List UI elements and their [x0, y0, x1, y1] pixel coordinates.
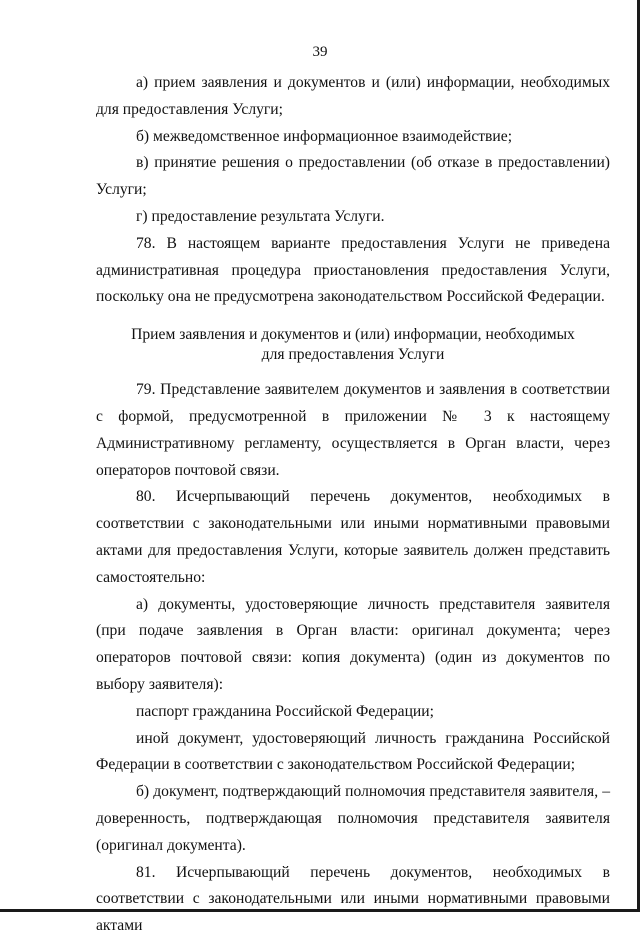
section-heading [96, 325, 610, 365]
paragraph-78: 78. В настоящем варианте предоставления Услуги не приведена административная процедура приостановления предоставления Услуги, поскольку она не предусмотрена законодательством Российской Федерации. [96, 234, 610, 306]
paragraph-passport: паспорт гражданина Российской Федерации; [136, 702, 434, 720]
paragraph-a-receipt: а) прием заявления и документов и (или) информации, необходимых для предоставления Услуги; [96, 74, 610, 118]
paragraph-v-decision: в) принятие решения о предоставлении (об отказе в предоставлении) Услуги; [96, 154, 610, 199]
paragraph-79: 79. Представление заявителем документов и заявления в соответствии с формой, предусмотренной в приложении № 3 к настоящему Административному регламенту, осуществляется в Орган власти, через операторов почтовой связи. [96, 381, 610, 479]
paragraph-80: 80. Исчерпывающий перечень документов, необходимых в соответствии с законодательными или иными нормативными правовыми актами для предоставления Услуги, которые заявитель должен представить самостоятельно: [96, 488, 610, 586]
paragraph-b-interaction: б) межведомственное информационное взаимодействие; [136, 127, 513, 145]
paragraph-g-result: г) предоставление результата Услуги. [136, 207, 385, 225]
paragraph-other-identity-doc: иной документ, удостоверяющий личность гражданина Российской Федерации в соответствии с законодательством Российской Федерации; [96, 729, 610, 774]
section-heading-line-1: Прием заявления и документов и (или) информации, необходимых [131, 326, 575, 344]
section-heading-line-2: для предоставления Услуги [261, 346, 445, 364]
page-body [96, 70, 610, 940]
paragraph-80-b-authority-doc: б) документ, подтверждающий полномочия представителя заявителя, – доверенность, подтверждающая полномочия представителя заявителя (оригинал документа). [96, 783, 610, 854]
paragraph-81: 81. Исчерпывающий перечень документов, необходимых в соответствии с законодательными или иными нормативными правовыми актами [96, 863, 610, 935]
page-number: 39 [312, 44, 328, 60]
paragraph-80-a-identity-docs: а) документы, удостоверяющие личность представителя заявителя (при подаче заявления в Орган власти: оригинал документа; через операторов почтовой связи: копия документа) (один из документов по выбору заявителя): [96, 595, 610, 693]
